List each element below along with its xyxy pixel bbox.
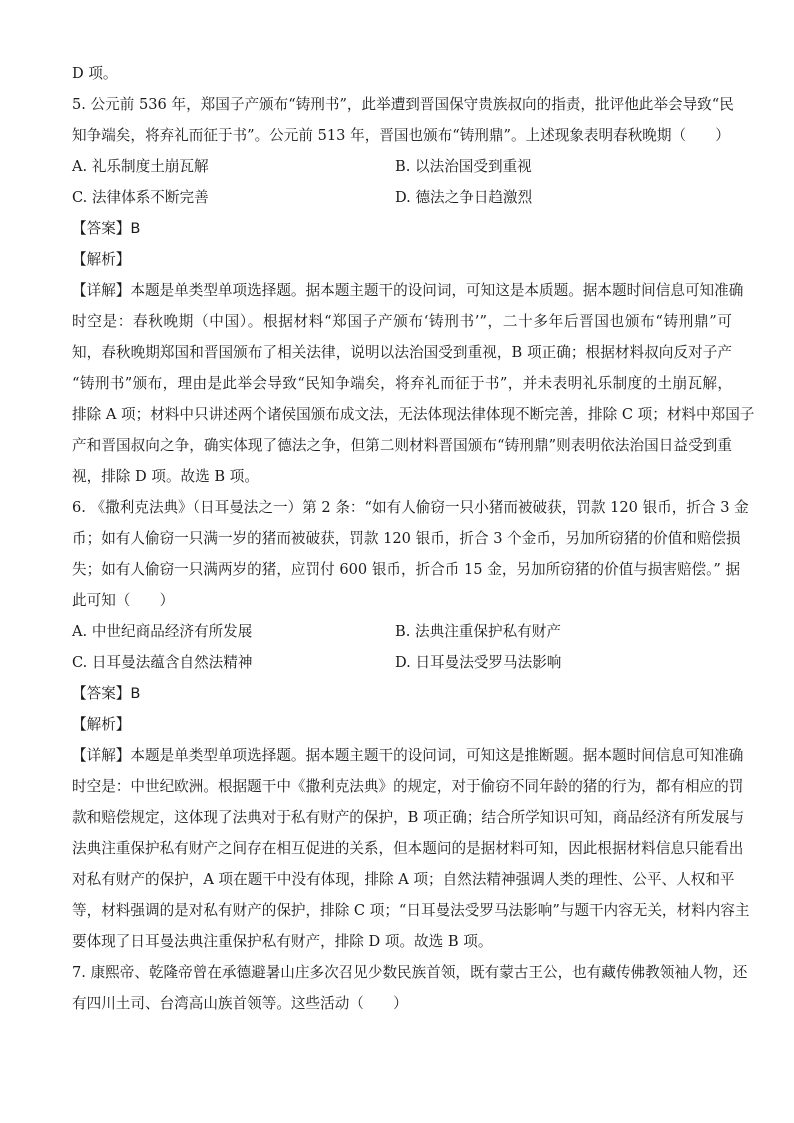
explanation-line: 时空是：春秋晚期（中国）。根据材料“郑国子产颁布‘铸刑书’”，二十多年后晋国也颁布“铸刑鼎”可 — [72, 313, 732, 330]
explanation-line: 时空是：中世纪欧洲。根据题干中《撒利克法典》的规定，对于偷窃不同年龄的猪的行为，都有相应的罚 — [72, 778, 744, 795]
option-d: D. 日耳曼法受罗马法影响 — [395, 654, 562, 671]
analysis-label: 【解析】 — [72, 251, 131, 268]
option-d: D. 德法之争日趋激烈 — [395, 189, 533, 206]
analysis-label: 【解析】 — [72, 716, 131, 733]
question-5-options-row-2 — [72, 182, 732, 213]
text-line: D 项。 — [72, 65, 118, 82]
explanation-line: 款和赔偿规定，这体现了法典对于私有财产的保护，B 项正确；结合所学知识可知，商品经济有所发展与 — [72, 809, 745, 826]
question-6-stem: 6. 《撒利克法典》（日耳曼法之一）第 2 条：“如有人偷窃一只小猪而被破获，罚款 120 银币，折合 3 金 — [72, 499, 749, 516]
option-a: A. 礼乐制度土崩瓦解 — [72, 158, 209, 175]
question-5-stem: 5. 公元前 536 年，郑国子产颁布“铸刑书”，此举遭到晋国保守贵族叔向的指责，批评他此举会导致“民 — [72, 96, 734, 113]
explanation-line: 等，材料强调的是对私有财产的保护，排除 C 项；“日耳曼法受罗马法影响”与题干内容无关，材料内容主 — [72, 902, 750, 919]
question-6-stem: 失；如有人偷窃一只满两岁的猪，应罚付 600 银币，折合币 15 金，另加所窃猪的价值与损害赔偿。” 据 — [72, 561, 741, 578]
question-6-options-row-2 — [72, 647, 732, 678]
question-6-stem: 此可知（ ） — [72, 592, 175, 609]
explanation-line: 法典注重保护私有财产之间存在相互促进的关系，但本题问的是据材料可知，因此根据材料信息只能看出 — [72, 840, 744, 857]
explanation-line: “铸刑书”颁布，理由是此举会导致“民知争端矣，将弃礼而征于书”，并未表明礼乐制度的土崩瓦解， — [72, 375, 732, 392]
explanation-line: 排除 A 项；材料中只讲述两个诸侯国颁布成文法，无法体现法律体现不断完善，排除 C 项；材料中郑国子 — [72, 406, 755, 423]
question-7-stem: 7. 康熙帝、乾隆帝曾在承德避暑山庄多次召见少数民族首领，既有蒙古王公，也有藏传佛教领袖人物，还 — [72, 964, 748, 981]
option-b: B. 法典注重保护私有财产 — [395, 623, 561, 640]
explanation-line: 要体现了日耳曼法典注重保护私有财产，排除 D 项。故选 B 项。 — [72, 933, 493, 950]
option-b: B. 以法治国受到重视 — [395, 158, 532, 175]
question-5-options-row-1 — [72, 151, 732, 182]
answer-label: 【答案】B — [72, 220, 141, 237]
question-6-options-row-1 — [72, 616, 732, 647]
question-5-stem: 知争端矣，将弃礼而征于书”。公元前 513 年，晋国也颁布“铸刑鼎”。上述现象表明春秋晚期（ ） — [72, 127, 730, 144]
question-6-stem: 币；如有人偷窃一只满一岁的猪而被破获，罚款 120 银币，折合 3 个金币，另加所窃猪的价值和赔偿损 — [72, 530, 741, 547]
option-c: C. 日耳曼法蕴含自然法精神 — [72, 654, 253, 671]
explanation-line: 视，排除 D 项。故选 B 项。 — [72, 468, 259, 485]
explanation-line: 知，春秋晚期郑国和晋国颁布了相关法律，说明以法治国受到重视，B 项正确；根据材料叔向反对子产 — [72, 344, 732, 361]
explanation-line: 产和晋国叔向之争，确实体现了德法之争，但第二则材料晋国颁布“铸刑鼎”则表明依法治国日益受到重 — [72, 437, 732, 454]
option-c: C. 法律体系不断完善 — [72, 189, 209, 206]
option-a: A. 中世纪商品经济有所发展 — [72, 623, 253, 640]
explanation-line: 对私有财产的保护，A 项在题干中没有体现，排除 A 项；自然法精神强调人类的理性、公平、人权和平 — [72, 871, 735, 888]
document-page — [72, 58, 755, 1019]
explanation-line: 【详解】本题是单类型单项选择题。据本题主题干的设问词，可知这是本质题。据本题时间信息可知准确 — [72, 282, 744, 299]
explanation-line: 【详解】本题是单类型单项选择题。据本题主题干的设问词，可知这是推断题。据本题时间信息可知准确 — [72, 747, 744, 764]
question-7-stem: 有四川土司、台湾高山族首领等。这些活动（ ） — [72, 995, 408, 1012]
answer-label: 【答案】B — [72, 685, 141, 702]
